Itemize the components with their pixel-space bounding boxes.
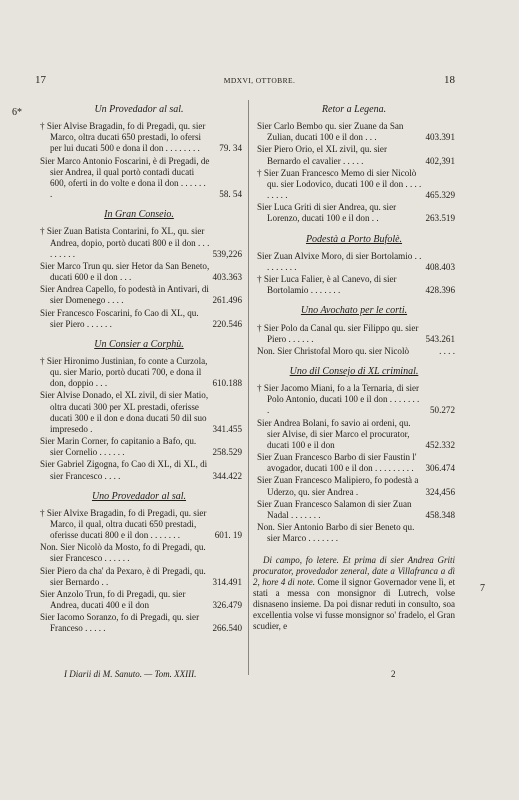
- entry-votes: 341.455: [212, 423, 242, 434]
- entry-row: [36, 612, 242, 634]
- entry-text: Sier Piero da cha' da Pexaro, è di Pregadi, qu. sier Bernardo . .: [40, 565, 206, 587]
- entry-votes: 263.519: [425, 213, 455, 224]
- entry-votes: 79. 34: [219, 143, 242, 154]
- entry-votes: 452.332: [425, 439, 455, 450]
- entry-row: [36, 226, 242, 259]
- section-gap: [253, 297, 455, 305]
- entry-row: [36, 508, 242, 541]
- left-page-number: 17: [35, 74, 46, 86]
- entry-text: Sier Zuan Francesco Malipiero, fo podestà a Uderzo, qu. sier Andrea .: [257, 475, 419, 497]
- entry-votes: 408.403: [425, 261, 455, 272]
- entry-row: [253, 144, 455, 166]
- entry-votes: 402,391: [425, 155, 455, 166]
- entry-text: † Sier Luca Falier, è al Canevo, di sier Bortolamio . . . . . . .: [257, 274, 397, 296]
- section-heading: Uno dil Consejo di XL criminal.: [289, 365, 419, 377]
- section-heading: Uno Avochato per le corti.: [300, 305, 408, 317]
- footer-title: I Diarii di M. Sanuto. — Tom. XXIII.: [64, 669, 197, 679]
- entry-text: Sier Zuan Francesco Barbo di sier Faustin l' avogador, ducati 100 e il don . . . . . . . . .: [257, 452, 417, 474]
- section-gap: [253, 358, 455, 366]
- entry-votes: 539,226: [212, 248, 242, 259]
- entry-text: Sier Alvise Donado, el XL zivil, di sier Matio, oltra ducati 300 per XL prestadi, oferisse ducati 300 e il don e dona ducati 50 dil suo impresedo .: [40, 390, 209, 434]
- closing-text: Come il signor Governador vene lì, et stati a messa con monsignor di Lutrech, volse disnaseno insieme. Da poi disnar reduti in consulto, soa excellentia volse vi fusse monsignor so' fradelo, el Gran scudier, e: [253, 577, 456, 632]
- entry-votes: 324,456: [425, 486, 455, 497]
- section-gap: [36, 636, 242, 644]
- entry-row: [253, 475, 455, 497]
- column-divider: [248, 100, 249, 675]
- entry-row: [36, 261, 242, 283]
- section-heading: Uno Provedador al sal.: [91, 490, 187, 502]
- entry-votes: 465.329: [425, 190, 455, 201]
- entry-row: [253, 168, 455, 201]
- entry-text: Non. Sier Nicolò da Mosto, fo di Pregadi, qu. sier Francesco . . . . . .: [40, 542, 206, 564]
- entry-row: [253, 499, 455, 521]
- entry-row: [253, 346, 455, 357]
- entry-votes: 306.474: [425, 463, 455, 474]
- entry-row: [36, 566, 242, 588]
- entry-votes: 50.272: [429, 405, 455, 416]
- entry-text: Sier Iacomo Soranzo, fo di Pregadi, qu. sier Franceso . . . . .: [40, 612, 200, 634]
- entry-votes: 601. 19: [214, 530, 242, 541]
- entry-text: Sier Zuan Francesco Salamon di sier Zuan Nadal . . . . . . .: [257, 498, 412, 520]
- closing-paragraph: [253, 555, 455, 632]
- entry-row: [36, 156, 242, 201]
- entry-votes: 326.479: [212, 600, 242, 611]
- entry-row: [36, 121, 242, 154]
- entry-votes: 403.391: [425, 132, 455, 143]
- entry-row: [36, 459, 242, 481]
- entry-votes: 458.348: [425, 509, 455, 520]
- entry-row: [253, 452, 455, 474]
- entry-votes: 314.491: [212, 576, 242, 587]
- entry-text: Sier Marco Antonio Foscarini, è di Pregadi, de sier Andrea, il qual portò contadi ducati 600, oferti in do volte e dona il don . . . . . . .: [40, 155, 210, 200]
- entry-votes: 261.496: [212, 295, 242, 306]
- entry-row: [253, 383, 455, 416]
- entry-text: † Sier Alvise Bragadin, fo di Pregadi, qu. sier Marco, oltra ducati 650 prestadi, lo ofersi per lui ducati 500 e dona il don . . . . . . . .: [40, 121, 206, 154]
- entry-row: [36, 436, 242, 458]
- entry-row: [36, 542, 242, 564]
- entry-row: [253, 121, 455, 143]
- left-margin-mark: 6*: [12, 107, 22, 118]
- section-gap: [36, 331, 242, 339]
- entry-votes: 266.540: [212, 623, 242, 634]
- entry-text: Sier Gabriel Zigogna, fo Cao di XL, di XL, di sier Francesco . . . .: [40, 459, 208, 481]
- entry-votes: 258.529: [212, 447, 242, 458]
- section-heading: Podestà a Porto Bufolè.: [305, 233, 403, 245]
- entry-row: [253, 202, 455, 224]
- entry-row: [36, 284, 242, 306]
- entry-row: [36, 390, 242, 435]
- entry-text: † Sier Zuan Francesco Memo di sier Nicolò qu. sier Lodovico, ducati 100 e il don . . . . . . . . .: [257, 167, 422, 201]
- entry-text: † Sier Alvixe Bragadin, fo di Pregadi, qu. sier Marco, il qual, oltra ducati 650 prestadi, oferisse ducati 800 e il don . . . . . . .: [40, 507, 207, 541]
- entry-text: Sier Marco Trun qu. sier Hetor da San Beneto, ducati 600 e il don . . .: [40, 260, 210, 283]
- entry-text: † Sier Hironimo Justinian, fo conte a Curzola, qu. sier Mario, portò ducati 700, e dona il don, doppio . . .: [40, 355, 208, 389]
- left-column: [36, 104, 242, 644]
- section-heading: Retor a Legena.: [321, 104, 387, 115]
- entry-row: [253, 274, 455, 296]
- entry-text: † Sier Polo da Canal qu. sier Filippo qu. sier Piero . . . . . .: [257, 322, 419, 344]
- entry-text: Sier Marin Corner, fo capitanio a Bafo, qu. sier Cornelio . . . . . .: [40, 436, 197, 458]
- entry-text: Sier Luca Griti di sier Andrea, qu. sier Lorenzo, ducati 100 e il don . .: [257, 202, 397, 224]
- entry-row: [253, 251, 455, 273]
- entry-row: [253, 418, 455, 451]
- section-gap: [253, 226, 455, 234]
- entry-text: Sier Zuan Alvixe Moro, di sier Bortolamio . . . . . . . . .: [257, 250, 422, 272]
- closing-italic: Di campo, fo letere. Et prima di sier Andrea Griti procurator, provedador zeneral, date a Villafranca a dì 2, hore 4 di note.: [253, 555, 455, 588]
- right-column: [253, 104, 455, 632]
- entry-row: [253, 522, 455, 544]
- entry-row: [36, 589, 242, 611]
- right-page-number: 18: [444, 74, 455, 86]
- entry-votes: 610.188: [212, 378, 242, 389]
- entry-text: Sier Francesco Foscarini, fo Cao di XL, qu. sier Piero . . . . . .: [40, 307, 199, 329]
- section-heading: Un Provedador al sal.: [94, 104, 184, 115]
- section-gap: [36, 201, 242, 209]
- right-margin-mark: 7: [480, 583, 485, 594]
- section-heading: Un Consier a Corphù.: [94, 338, 184, 350]
- entry-votes: 428.396: [425, 285, 455, 296]
- entry-text: † Sier Jacomo Miani, fo a la Ternaria, di sier Polo Antonio, ducati 100 e il don . . . . . . . .: [257, 383, 420, 416]
- entry-row: [253, 323, 455, 345]
- entry-text: Sier Piero Orio, el XL zivil, qu. sier Bernardo el cavalier . . . . .: [257, 144, 387, 166]
- entry-row: [36, 356, 242, 389]
- section-gap: [253, 545, 455, 553]
- entry-text: Sier Carlo Bembo qu. sier Zuane da San Zulian, ducati 100 e il don . . .: [257, 121, 404, 143]
- entry-votes: 58. 54: [219, 189, 242, 200]
- running-head: MDXVI, OTTOBRE.: [223, 76, 296, 85]
- entry-votes: 344.422: [212, 470, 242, 481]
- entry-votes: 220.546: [212, 318, 242, 329]
- entry-text: Non. Sier Christofal Moro qu. sier Nicolò: [257, 345, 410, 356]
- section-gap: [36, 483, 242, 491]
- entry-text: Non. Sier Antonio Barbo di sier Beneto qu. sier Marco . . . . . . .: [257, 522, 415, 544]
- entry-text: Sier Andrea Bolani, fo savio ai ordeni, qu. sier Alvise, di sier Marco el procurator, ducati 100 e il don: [257, 417, 411, 450]
- entry-votes: 543.261: [425, 333, 455, 344]
- entry-text: Sier Anzolo Trun, fo di Pregadi, qu. sier Andrea, ducati 400 e il don: [40, 588, 186, 611]
- entry-votes: . . . .: [439, 345, 455, 356]
- signature-mark: 2: [391, 669, 396, 679]
- section-heading: In Gran Conseio.: [104, 209, 174, 221]
- entry-text: Sier Andrea Capello, fo podestà in Antivari, di sier Domenego . . . .: [40, 284, 209, 306]
- entry-row: [36, 308, 242, 330]
- entry-text: † Sier Zuan Batista Contarini, fo XL, qu. sier Andrea, dopio, portò ducati 800 e il don . . . . . . . . .: [40, 226, 210, 259]
- entry-votes: 403.363: [212, 272, 242, 283]
